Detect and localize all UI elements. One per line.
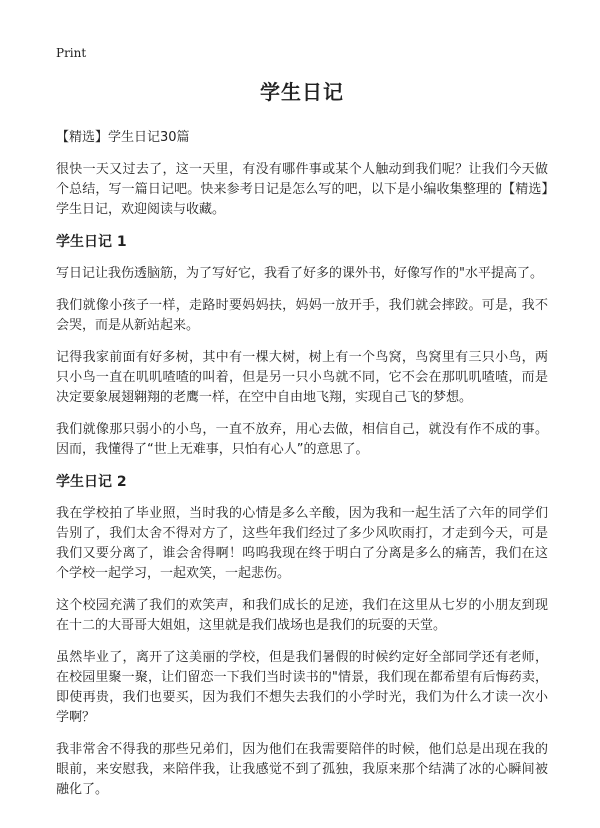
- paragraph: 我们就像小孩子一样，走路时要妈妈扶，妈妈一放开手，我们就会摔跤。可是，我不会哭，而是从新站起来。: [56, 298, 548, 333]
- paragraph: 写日记让我伤透脑筋，为了写好它，我看了好多的课外书，好像写作的"水平提高了。: [56, 266, 543, 281]
- diary-section-2: [56, 472, 548, 800]
- paragraph: 这个校园充满了我们的欢笑声，和我们成长的足迹，我们在这里从七岁的小朋友到现在十二的大哥哥大姐姐，这里就是我们战场也是我们的玩耍的天堂。: [56, 598, 548, 633]
- paragraph: 我们就像那只弱小的小鸟，一直不放弃，用心去做，相信自己，就没有作不成的事。因而，我懂得了“世上无难事，只怕有心人”的意思了。: [56, 422, 548, 457]
- intro-paragraph: 很快一天又过去了，这一天里，有没有哪件事或某个人触动到我们呢？让我们今天做个总结，写一篇日记吧。快来参考日记是怎么写的吧，以下是小编收集整理的【精选】学生日记，欢迎阅读与收藏。: [56, 162, 548, 217]
- section-heading: 学生日记 1: [56, 234, 127, 250]
- document-subtitle: 【精选】学生日记30篇: [56, 130, 190, 145]
- section-heading: 学生日记 2: [56, 474, 127, 490]
- page-title: 学生日记: [260, 80, 344, 104]
- paragraph: 记得我家前面有好多树，其中有一棵大树，树上有一个鸟窝，鸟窝里有三只小鸟，两只小鸟一直在叽叽喳喳的叫着，但是另一只小鸟就不同，它不会在那叽叽喳喳，而是决定要象展翅翱翔的老鹰一样，在空中自由地飞翔，实现自己飞的梦想。: [56, 350, 548, 405]
- document-page: [56, 76, 548, 812]
- paragraph: 我非常舍不得我的那些兄弟们，因为他们在我需要陪伴的时候，他们总是出现在我的眼前，来安慰我，来陪伴我，让我感觉不到了孤独，我原来那个结满了冰的心瞬间被融化了。: [56, 742, 548, 797]
- print-link[interactable]: Print: [56, 46, 87, 60]
- paragraph: 我在学校拍了毕业照，当时我的心情是多么辛酸，因为我和一起生活了六年的同学们告别了，我们太舍不得对方了，这些年我们经过了多少风吹雨打，才走到今天，可是我们又要分离了，谁会舍得啊！呜呜我现在终于明白了分离是多么的痛苦，我们在这个学校一起学习，一起欢笑，一起悲伤。: [56, 506, 548, 581]
- paragraph: 虽然毕业了，离开了这美丽的学校，但是我们暑假的时候约定好全部同学还有老师，在校园里聚一聚，让们留恋一下我们当时读书的"情景，我们现在都希望有后悔药卖，即使再贵，我们也要买，因为我们不想失去我们的小学时光，我们为什么才读一次小学啊？: [56, 650, 548, 725]
- diary-section-1: [56, 232, 548, 460]
